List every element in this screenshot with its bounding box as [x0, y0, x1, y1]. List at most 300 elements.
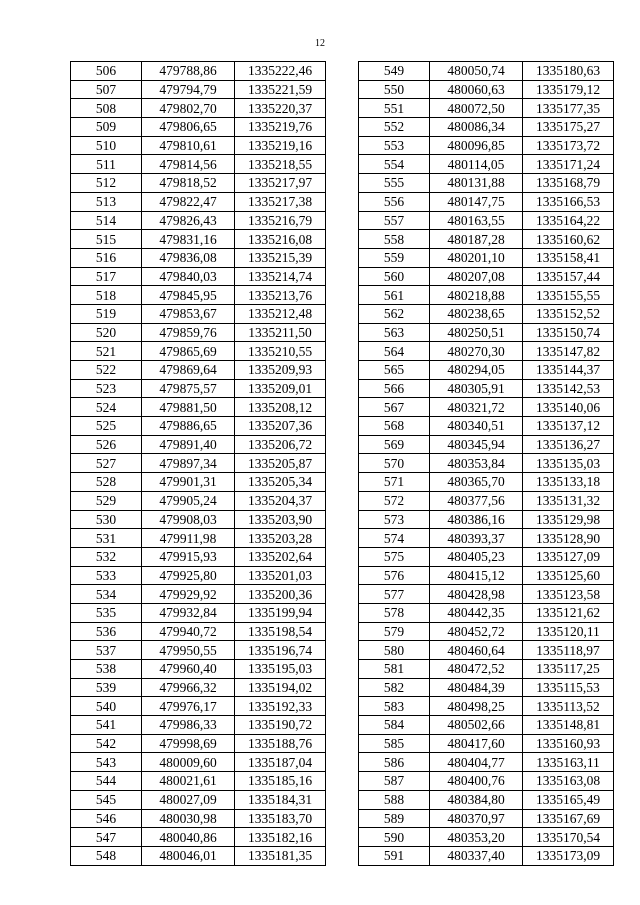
- y-coordinate-cell: 1335220,37: [235, 99, 326, 118]
- table-row: [359, 566, 614, 585]
- x-coordinate-cell: 479932,84: [142, 603, 235, 622]
- y-coordinate-cell: 1335199,94: [235, 603, 326, 622]
- table-row: [359, 192, 614, 211]
- y-coordinate-cell: 1335210,55: [235, 342, 326, 361]
- x-coordinate-cell: 479859,76: [142, 323, 235, 342]
- x-coordinate-cell: 480393,37: [430, 529, 523, 548]
- table-row: [359, 772, 614, 791]
- x-coordinate-cell: 479929,92: [142, 585, 235, 604]
- x-coordinate-cell: 480305,91: [430, 379, 523, 398]
- table-row: [71, 361, 326, 380]
- table-row: [359, 641, 614, 660]
- x-coordinate-cell: 479881,50: [142, 398, 235, 417]
- point-number-cell: 560: [359, 267, 430, 286]
- point-number-cell: 578: [359, 603, 430, 622]
- table-row: [71, 697, 326, 716]
- point-number-cell: 519: [71, 304, 142, 323]
- y-coordinate-cell: 1335125,60: [523, 566, 614, 585]
- point-number-cell: 573: [359, 510, 430, 529]
- point-number-cell: 554: [359, 155, 430, 174]
- point-number-cell: 531: [71, 529, 142, 548]
- point-number-cell: 509: [71, 118, 142, 137]
- x-coordinate-cell: 479886,65: [142, 417, 235, 436]
- y-coordinate-cell: 1335173,09: [523, 846, 614, 865]
- y-coordinate-cell: 1335188,76: [235, 734, 326, 753]
- table-row: [71, 174, 326, 193]
- y-coordinate-cell: 1335163,08: [523, 772, 614, 791]
- x-coordinate-cell: 479826,43: [142, 211, 235, 230]
- table-row: [71, 62, 326, 81]
- x-coordinate-cell: 480187,28: [430, 230, 523, 249]
- x-coordinate-cell: 479901,31: [142, 473, 235, 492]
- y-coordinate-cell: 1335205,87: [235, 454, 326, 473]
- y-coordinate-cell: 1335205,34: [235, 473, 326, 492]
- table-row: [71, 99, 326, 118]
- y-coordinate-cell: 1335198,54: [235, 622, 326, 641]
- point-number-cell: 591: [359, 846, 430, 865]
- table-row: [359, 510, 614, 529]
- table-row: [359, 118, 614, 137]
- point-number-cell: 518: [71, 286, 142, 305]
- y-coordinate-cell: 1335204,37: [235, 491, 326, 510]
- x-coordinate-cell: 480384,80: [430, 790, 523, 809]
- y-coordinate-cell: 1335158,41: [523, 248, 614, 267]
- x-coordinate-cell: 480337,40: [430, 846, 523, 865]
- table-row: [359, 454, 614, 473]
- x-coordinate-cell: 480009,60: [142, 753, 235, 772]
- y-coordinate-cell: 1335140,06: [523, 398, 614, 417]
- table-row: [359, 716, 614, 735]
- y-coordinate-cell: 1335137,12: [523, 417, 614, 436]
- y-coordinate-cell: 1335218,55: [235, 155, 326, 174]
- y-coordinate-cell: 1335133,18: [523, 473, 614, 492]
- table-row: [359, 398, 614, 417]
- x-coordinate-cell: 480400,76: [430, 772, 523, 791]
- point-number-cell: 520: [71, 323, 142, 342]
- x-coordinate-cell: 480060,63: [430, 80, 523, 99]
- point-number-cell: 586: [359, 753, 430, 772]
- point-number-cell: 539: [71, 678, 142, 697]
- point-number-cell: 522: [71, 361, 142, 380]
- point-number-cell: 569: [359, 435, 430, 454]
- point-number-cell: 559: [359, 248, 430, 267]
- point-number-cell: 565: [359, 361, 430, 380]
- x-coordinate-cell: 480040,86: [142, 828, 235, 847]
- point-number-cell: 527: [71, 454, 142, 473]
- point-number-cell: 550: [359, 80, 430, 99]
- y-coordinate-cell: 1335171,24: [523, 155, 614, 174]
- y-coordinate-cell: 1335131,32: [523, 491, 614, 510]
- point-number-cell: 582: [359, 678, 430, 697]
- table-row: [71, 80, 326, 99]
- x-coordinate-cell: 479986,33: [142, 716, 235, 735]
- point-number-cell: 515: [71, 230, 142, 249]
- x-coordinate-cell: 480294,05: [430, 361, 523, 380]
- table-row: [359, 678, 614, 697]
- point-number-cell: 547: [71, 828, 142, 847]
- y-coordinate-cell: 1335173,72: [523, 136, 614, 155]
- point-number-cell: 587: [359, 772, 430, 791]
- point-number-cell: 557: [359, 211, 430, 230]
- y-coordinate-cell: 1335190,72: [235, 716, 326, 735]
- x-coordinate-cell: 480386,16: [430, 510, 523, 529]
- y-coordinate-cell: 1335177,35: [523, 99, 614, 118]
- x-coordinate-cell: 479897,34: [142, 454, 235, 473]
- point-number-cell: 528: [71, 473, 142, 492]
- table-row: [359, 267, 614, 286]
- y-coordinate-cell: 1335152,52: [523, 304, 614, 323]
- x-coordinate-cell: 480086,34: [430, 118, 523, 137]
- table-row: [71, 566, 326, 585]
- x-coordinate-cell: 480027,09: [142, 790, 235, 809]
- point-number-cell: 562: [359, 304, 430, 323]
- table-row: [71, 267, 326, 286]
- y-coordinate-cell: 1335219,76: [235, 118, 326, 137]
- table-row: [71, 379, 326, 398]
- point-number-cell: 551: [359, 99, 430, 118]
- x-coordinate-cell: 479806,65: [142, 118, 235, 137]
- x-coordinate-cell: 480046,01: [142, 846, 235, 865]
- table-row: [359, 846, 614, 865]
- y-coordinate-cell: 1335208,12: [235, 398, 326, 417]
- table-row: [71, 435, 326, 454]
- point-number-cell: 572: [359, 491, 430, 510]
- y-coordinate-cell: 1335212,48: [235, 304, 326, 323]
- y-coordinate-cell: 1335144,37: [523, 361, 614, 380]
- x-coordinate-cell: 480417,60: [430, 734, 523, 753]
- point-number-cell: 526: [71, 435, 142, 454]
- point-number-cell: 553: [359, 136, 430, 155]
- x-coordinate-cell: 479869,64: [142, 361, 235, 380]
- table-row: [359, 323, 614, 342]
- table-row: [359, 585, 614, 604]
- y-coordinate-cell: 1335157,44: [523, 267, 614, 286]
- y-coordinate-cell: 1335182,16: [235, 828, 326, 847]
- x-coordinate-cell: 480340,51: [430, 417, 523, 436]
- x-coordinate-cell: 480114,05: [430, 155, 523, 174]
- table-row: [359, 361, 614, 380]
- y-coordinate-cell: 1335217,38: [235, 192, 326, 211]
- table-row: [71, 136, 326, 155]
- point-number-cell: 514: [71, 211, 142, 230]
- x-coordinate-cell: 480218,88: [430, 286, 523, 305]
- table-row: [359, 248, 614, 267]
- y-coordinate-cell: 1335123,58: [523, 585, 614, 604]
- x-coordinate-cell: 479950,55: [142, 641, 235, 660]
- y-coordinate-cell: 1335165,49: [523, 790, 614, 809]
- table-row: [71, 155, 326, 174]
- y-coordinate-cell: 1335142,53: [523, 379, 614, 398]
- table-row: [71, 286, 326, 305]
- table-row: [359, 304, 614, 323]
- table-row: [71, 753, 326, 772]
- y-coordinate-cell: 1335168,79: [523, 174, 614, 193]
- point-number-cell: 545: [71, 790, 142, 809]
- y-coordinate-cell: 1335215,39: [235, 248, 326, 267]
- x-coordinate-cell: 479908,03: [142, 510, 235, 529]
- table-row: [71, 660, 326, 679]
- point-number-cell: 511: [71, 155, 142, 174]
- point-number-cell: 530: [71, 510, 142, 529]
- x-coordinate-cell: 479845,95: [142, 286, 235, 305]
- y-coordinate-cell: 1335184,31: [235, 790, 326, 809]
- y-coordinate-cell: 1335166,53: [523, 192, 614, 211]
- y-coordinate-cell: 1335113,52: [523, 697, 614, 716]
- coordinates-table-right: [358, 61, 614, 866]
- y-coordinate-cell: 1335203,28: [235, 529, 326, 548]
- x-coordinate-cell: 479875,57: [142, 379, 235, 398]
- y-coordinate-cell: 1335207,36: [235, 417, 326, 436]
- table-row: [359, 62, 614, 81]
- table-row: [359, 174, 614, 193]
- y-coordinate-cell: 1335136,27: [523, 435, 614, 454]
- y-coordinate-cell: 1335206,72: [235, 435, 326, 454]
- y-coordinate-cell: 1335170,54: [523, 828, 614, 847]
- y-coordinate-cell: 1335164,22: [523, 211, 614, 230]
- table-row: [71, 230, 326, 249]
- point-number-cell: 524: [71, 398, 142, 417]
- x-coordinate-cell: 480131,88: [430, 174, 523, 193]
- x-coordinate-cell: 480502,66: [430, 716, 523, 735]
- y-coordinate-cell: 1335175,27: [523, 118, 614, 137]
- table-row: [71, 491, 326, 510]
- y-coordinate-cell: 1335200,36: [235, 585, 326, 604]
- table-row: [71, 192, 326, 211]
- y-coordinate-cell: 1335195,03: [235, 660, 326, 679]
- y-coordinate-cell: 1335219,16: [235, 136, 326, 155]
- point-number-cell: 563: [359, 323, 430, 342]
- point-number-cell: 564: [359, 342, 430, 361]
- table-row: [71, 772, 326, 791]
- table-row: [71, 809, 326, 828]
- y-coordinate-cell: 1335187,04: [235, 753, 326, 772]
- y-coordinate-cell: 1335196,74: [235, 641, 326, 660]
- point-number-cell: 533: [71, 566, 142, 585]
- x-coordinate-cell: 479925,80: [142, 566, 235, 585]
- y-coordinate-cell: 1335211,50: [235, 323, 326, 342]
- table-row: [359, 547, 614, 566]
- point-number-cell: 506: [71, 62, 142, 81]
- point-number-cell: 540: [71, 697, 142, 716]
- y-coordinate-cell: 1335148,81: [523, 716, 614, 735]
- table-row: [359, 211, 614, 230]
- point-number-cell: 552: [359, 118, 430, 137]
- x-coordinate-cell: 480377,56: [430, 491, 523, 510]
- x-coordinate-cell: 479998,69: [142, 734, 235, 753]
- x-coordinate-cell: 479915,93: [142, 547, 235, 566]
- point-number-cell: 584: [359, 716, 430, 735]
- x-coordinate-cell: 479976,17: [142, 697, 235, 716]
- table-row: [359, 660, 614, 679]
- table-row: [359, 286, 614, 305]
- y-coordinate-cell: 1335160,93: [523, 734, 614, 753]
- x-coordinate-cell: 480370,97: [430, 809, 523, 828]
- point-number-cell: 532: [71, 547, 142, 566]
- x-coordinate-cell: 480365,70: [430, 473, 523, 492]
- point-number-cell: 548: [71, 846, 142, 865]
- y-coordinate-cell: 1335120,11: [523, 622, 614, 641]
- point-number-cell: 512: [71, 174, 142, 193]
- table-row: [71, 603, 326, 622]
- table-row: [359, 80, 614, 99]
- x-coordinate-cell: 480404,77: [430, 753, 523, 772]
- x-coordinate-cell: 479814,56: [142, 155, 235, 174]
- table-row: [359, 753, 614, 772]
- point-number-cell: 583: [359, 697, 430, 716]
- point-number-cell: 546: [71, 809, 142, 828]
- point-number-cell: 513: [71, 192, 142, 211]
- table-row: [71, 828, 326, 847]
- table-row: [71, 510, 326, 529]
- point-number-cell: 521: [71, 342, 142, 361]
- y-coordinate-cell: 1335183,70: [235, 809, 326, 828]
- page-number: 12: [315, 38, 325, 49]
- x-coordinate-cell: 480353,84: [430, 454, 523, 473]
- point-number-cell: 525: [71, 417, 142, 436]
- point-number-cell: 570: [359, 454, 430, 473]
- x-coordinate-cell: 480250,51: [430, 323, 523, 342]
- table-row: [71, 585, 326, 604]
- y-coordinate-cell: 1335180,63: [523, 62, 614, 81]
- x-coordinate-cell: 480405,23: [430, 547, 523, 566]
- x-coordinate-cell: 480484,39: [430, 678, 523, 697]
- table-row: [359, 790, 614, 809]
- y-coordinate-cell: 1335222,46: [235, 62, 326, 81]
- table-row: [359, 230, 614, 249]
- y-coordinate-cell: 1335203,90: [235, 510, 326, 529]
- table-row: [359, 603, 614, 622]
- y-coordinate-cell: 1335213,76: [235, 286, 326, 305]
- table-row: [359, 697, 614, 716]
- table-row: [71, 454, 326, 473]
- table-row: [71, 304, 326, 323]
- x-coordinate-cell: 480147,75: [430, 192, 523, 211]
- y-coordinate-cell: 1335127,09: [523, 547, 614, 566]
- x-coordinate-cell: 480498,25: [430, 697, 523, 716]
- point-number-cell: 566: [359, 379, 430, 398]
- x-coordinate-cell: 479794,79: [142, 80, 235, 99]
- y-coordinate-cell: 1335214,74: [235, 267, 326, 286]
- coordinates-table-left: [70, 61, 326, 866]
- y-coordinate-cell: 1335150,74: [523, 323, 614, 342]
- y-coordinate-cell: 1335147,82: [523, 342, 614, 361]
- x-coordinate-cell: 480201,10: [430, 248, 523, 267]
- x-coordinate-cell: 479788,86: [142, 62, 235, 81]
- table-row: [71, 398, 326, 417]
- point-number-cell: 589: [359, 809, 430, 828]
- y-coordinate-cell: 1335202,64: [235, 547, 326, 566]
- table-row: [71, 248, 326, 267]
- x-coordinate-cell: 480428,98: [430, 585, 523, 604]
- y-coordinate-cell: 1335135,03: [523, 454, 614, 473]
- table-row: [71, 678, 326, 697]
- y-coordinate-cell: 1335216,08: [235, 230, 326, 249]
- table-row: [71, 641, 326, 660]
- point-number-cell: 543: [71, 753, 142, 772]
- point-number-cell: 510: [71, 136, 142, 155]
- x-coordinate-cell: 480415,12: [430, 566, 523, 585]
- table-row: [359, 136, 614, 155]
- y-coordinate-cell: 1335216,79: [235, 211, 326, 230]
- point-number-cell: 556: [359, 192, 430, 211]
- point-number-cell: 537: [71, 641, 142, 660]
- table-row: [71, 211, 326, 230]
- x-coordinate-cell: 480452,72: [430, 622, 523, 641]
- y-coordinate-cell: 1335129,98: [523, 510, 614, 529]
- x-coordinate-cell: 480270,30: [430, 342, 523, 361]
- y-coordinate-cell: 1335209,01: [235, 379, 326, 398]
- table-row: [359, 435, 614, 454]
- x-coordinate-cell: 480050,74: [430, 62, 523, 81]
- y-coordinate-cell: 1335155,55: [523, 286, 614, 305]
- table-row: [71, 547, 326, 566]
- point-number-cell: 567: [359, 398, 430, 417]
- table-row: [71, 622, 326, 641]
- y-coordinate-cell: 1335181,35: [235, 846, 326, 865]
- point-number-cell: 535: [71, 603, 142, 622]
- y-coordinate-cell: 1335160,62: [523, 230, 614, 249]
- table-row: [359, 379, 614, 398]
- y-coordinate-cell: 1335115,53: [523, 678, 614, 697]
- point-number-cell: 590: [359, 828, 430, 847]
- x-coordinate-cell: 479836,08: [142, 248, 235, 267]
- point-number-cell: 576: [359, 566, 430, 585]
- point-number-cell: 558: [359, 230, 430, 249]
- y-coordinate-cell: 1335185,16: [235, 772, 326, 791]
- table-row: [71, 323, 326, 342]
- coordinates-table-left-body: [71, 62, 326, 866]
- x-coordinate-cell: 479865,69: [142, 342, 235, 361]
- table-row: [359, 342, 614, 361]
- point-number-cell: 538: [71, 660, 142, 679]
- point-number-cell: 580: [359, 641, 430, 660]
- table-row: [359, 155, 614, 174]
- table-row: [71, 473, 326, 492]
- table-row: [359, 828, 614, 847]
- x-coordinate-cell: 479840,03: [142, 267, 235, 286]
- point-number-cell: 579: [359, 622, 430, 641]
- y-coordinate-cell: 1335117,25: [523, 660, 614, 679]
- x-coordinate-cell: 479891,40: [142, 435, 235, 454]
- point-number-cell: 541: [71, 716, 142, 735]
- x-coordinate-cell: 480072,50: [430, 99, 523, 118]
- x-coordinate-cell: 479810,61: [142, 136, 235, 155]
- x-coordinate-cell: 480321,72: [430, 398, 523, 417]
- y-coordinate-cell: 1335121,62: [523, 603, 614, 622]
- point-number-cell: 561: [359, 286, 430, 305]
- table-row: [359, 99, 614, 118]
- x-coordinate-cell: 479822,47: [142, 192, 235, 211]
- point-number-cell: 536: [71, 622, 142, 641]
- x-coordinate-cell: 480345,94: [430, 435, 523, 454]
- table-row: [359, 734, 614, 753]
- x-coordinate-cell: 479905,24: [142, 491, 235, 510]
- point-number-cell: 542: [71, 734, 142, 753]
- point-number-cell: 549: [359, 62, 430, 81]
- y-coordinate-cell: 1335167,69: [523, 809, 614, 828]
- y-coordinate-cell: 1335194,02: [235, 678, 326, 697]
- point-number-cell: 555: [359, 174, 430, 193]
- y-coordinate-cell: 1335217,97: [235, 174, 326, 193]
- coordinates-table-right-body: [359, 62, 614, 866]
- x-coordinate-cell: 480163,55: [430, 211, 523, 230]
- x-coordinate-cell: 480460,64: [430, 641, 523, 660]
- point-number-cell: 517: [71, 267, 142, 286]
- y-coordinate-cell: 1335192,33: [235, 697, 326, 716]
- x-coordinate-cell: 479940,72: [142, 622, 235, 641]
- table-row: [71, 734, 326, 753]
- table-row: [359, 473, 614, 492]
